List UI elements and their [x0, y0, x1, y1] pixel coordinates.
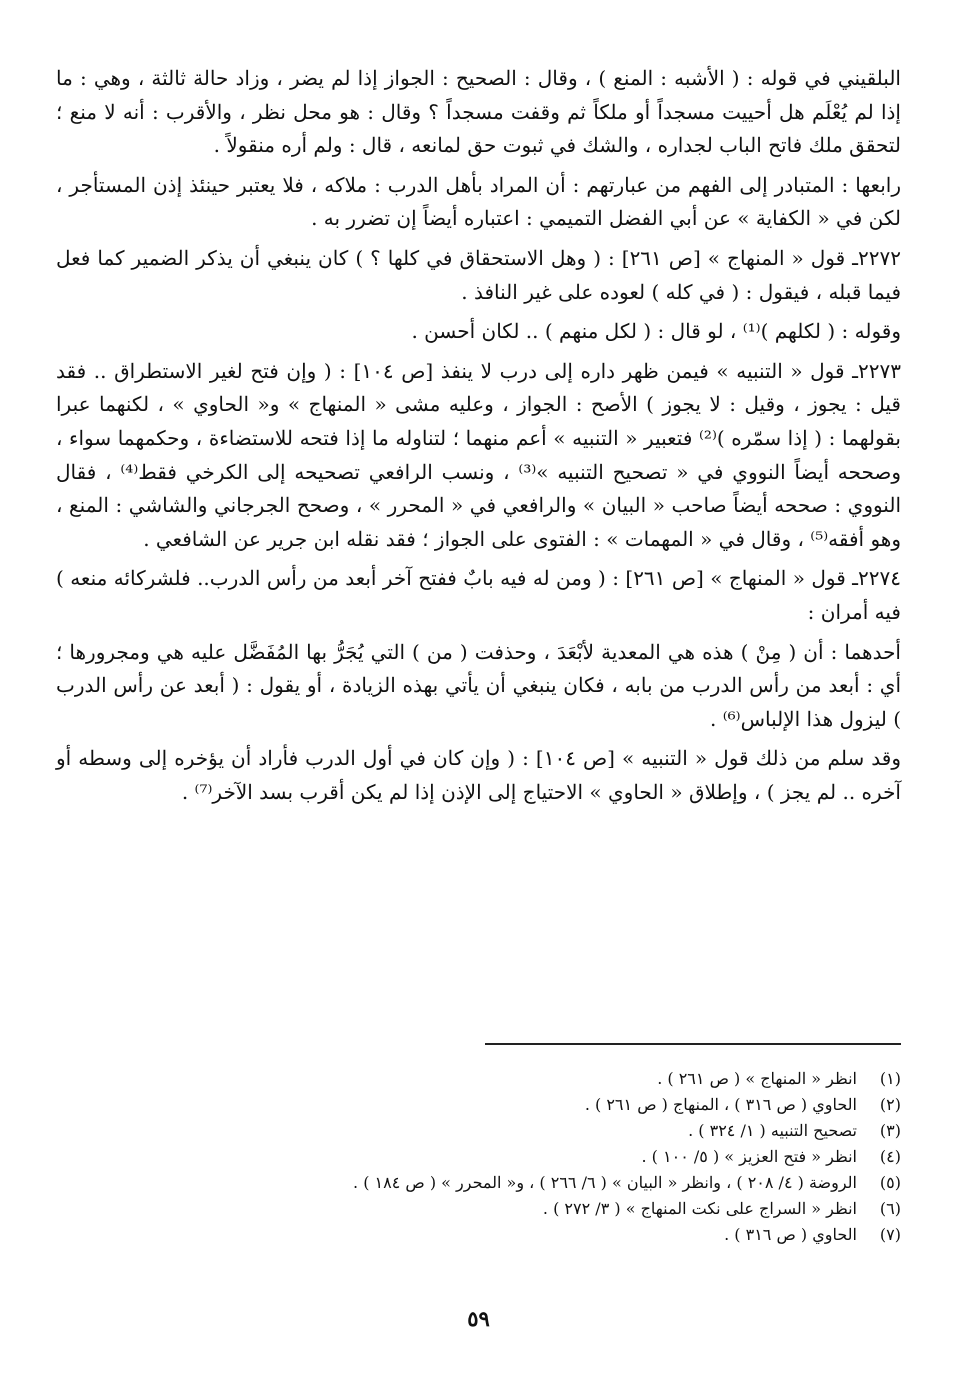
paragraph: ٢٢٧٤ـ قول « المنهاج » [ص ٢٦١] : ( ومن له فيه بابٌ ففتح آخر أبعد من رأس الدرب.. فلشركائه منعه ) فيه أمران : [56, 566, 901, 624]
footnote [56, 1222, 901, 1248]
paragraph: رابعها : المتبادر إلى الفهم من عبارتهم : أن المراد بأهل الدرب : ملاكه ، فلا يعتبر حينئذ إذن المستأجر ، لكن في « الكفاية » عن أبي الفضل التميمي : اعتباره أيضاً إن تضرر به . [56, 172, 901, 231]
footnote-text: الحاوي ( ص ٣١٦ ) . [724, 1225, 857, 1244]
footnote-text: تصحيح التنبيه ( ١/ ٣٢٤ ) . [688, 1121, 857, 1140]
footnote-number: (٥) [879, 1173, 901, 1192]
footnote-text: انظر « فتح العزيز » ( ٥/ ١٠٠ ) . [641, 1147, 857, 1166]
footnote-number: (١) [879, 1069, 901, 1088]
paragraph: وقوله : ( لكلهم )⁽¹⁾ ، لو قال : ( لكل منهم ) .. لكان أحسن . [411, 319, 901, 344]
footnote-text: انظر « السراج على نكت المنهاج » ( ٣/ ٢٧٢ ) . [542, 1199, 857, 1218]
footnote-text: انظر « المنهاج » ( ص ٢٦١ ) . [657, 1069, 857, 1088]
paragraph: البلقيني في قوله : ( الأشبه : المنع ) ، وقال : الصحيح : الجواز إذا لم يضر ، وزاد حالة ثالثة ، وهي : ما إذا لم يُعْلَم هل أحييت مسجداً أو ملكاً ثم وقفت مسجداً ؟ وقال : هو محل نظر ، والأقرب : أنه لا منع ؛ لتحقق ملك فاتح الباب لجداره ، والشك في ثبوت حق لمانعه ، قال : ولم أره منقولاً . [56, 66, 901, 158]
paragraph: ٢٢٧٢ـ قول « المنهاج » [ص ٢٦١] : ( وهل الاستحقاق في كلها ؟ ) كان ينبغي أن يذكر الضمير كما فعل فيما قبله ، فيقول : ( في كله ) لعوده على غير النافذ . [56, 245, 902, 304]
footnote-number: (٣) [879, 1121, 901, 1140]
footnote-text: الحاوي ( ص ٣١٦ ) ، المنهاج ( ص ٢٦١ ) . [584, 1095, 857, 1114]
footnote [56, 1066, 901, 1092]
footnote [56, 1144, 901, 1170]
page-number: ٥٩ [467, 1306, 490, 1331]
main-text [56, 62, 901, 815]
footnote [56, 1118, 901, 1144]
footnote-divider [485, 1043, 901, 1045]
footnote-number: (٢) [879, 1095, 901, 1114]
footnote-number: (٦) [879, 1199, 901, 1218]
footnote [56, 1170, 901, 1196]
footnote-text: الروضة ( ٤/ ٢٠٨ ) ، وانظر « البيان » ( ٦/ ٢٦٦ ) ، و« المحرر » ( ص ١٨٤ ) . [353, 1173, 857, 1192]
footnotes [56, 1066, 901, 1248]
footnote-number: (٧) [879, 1225, 901, 1244]
paragraph: وقد سلم من ذلك قول « التنبيه » [ص ١٠٤] : ( وإن كان في أول الدرب فأراد أن يؤخره إلى وسطه أو آخره .. لم يجز ) ، وإطلاق « الحاوي » الاحتياج إلى الإذن إذا لم يكن أقرب بسد الآخر⁽⁷⁾ . [56, 746, 901, 804]
footnote [56, 1092, 901, 1118]
paragraph: أحدهما : أن ( مِنْ ) هذه هي المعدية لأبْعَدَ ، وحذفت ( من ) التي يُجَرُّ بها المُفَضَّل عليه هي ومجرورها ؛ أي : أبعد من رأس الدرب من بابه ، فكان ينبغي أن يأتي بهذه الزيادة ، أو يقول : ( أبعد عن رأس الدرب ) ليزول هذا الإلباس⁽⁶⁾ . [56, 639, 902, 731]
paragraph: ٢٢٧٣ـ قول « التنبيه » فيمن ظهر داره إلى درب لا ينفذ [ص ١٠٤] : ( وإن فتح لغير الاستطراق .. فقد قيل : يجوز ، وقيل : لا يجوز ) الأصح : الجواز ، وعليه مشى « المنهاج » و« الحاوي » ، لكنهما عبرا بقولهما : ( إذا سمّره )⁽²⁾ فتعبير « التنبيه » أعم منهما ؛ لتناوله ما إذا فتحه للاستضاءة ، وحكمهما سواء ، وصححه أيضاً النووي في « تصحيح التنبيه »⁽³⁾ ، ونسب الرافعي تصحيحه إلى الكرخي فقط⁽⁴⁾ ، فقال النووي : صححه أيضاً صاحب « البيان » والرافعي في « المحرر » ، وصحح الجرجاني والشاشي : المنع ، وهو أفقه⁽⁵⁾ ، وقال في « المهمات » : الفتوى على الجواز ؛ فقد نقله ابن جرير عن الشافعي . [56, 358, 901, 551]
footnote-number: (٤) [879, 1147, 901, 1166]
footnote [56, 1196, 901, 1222]
